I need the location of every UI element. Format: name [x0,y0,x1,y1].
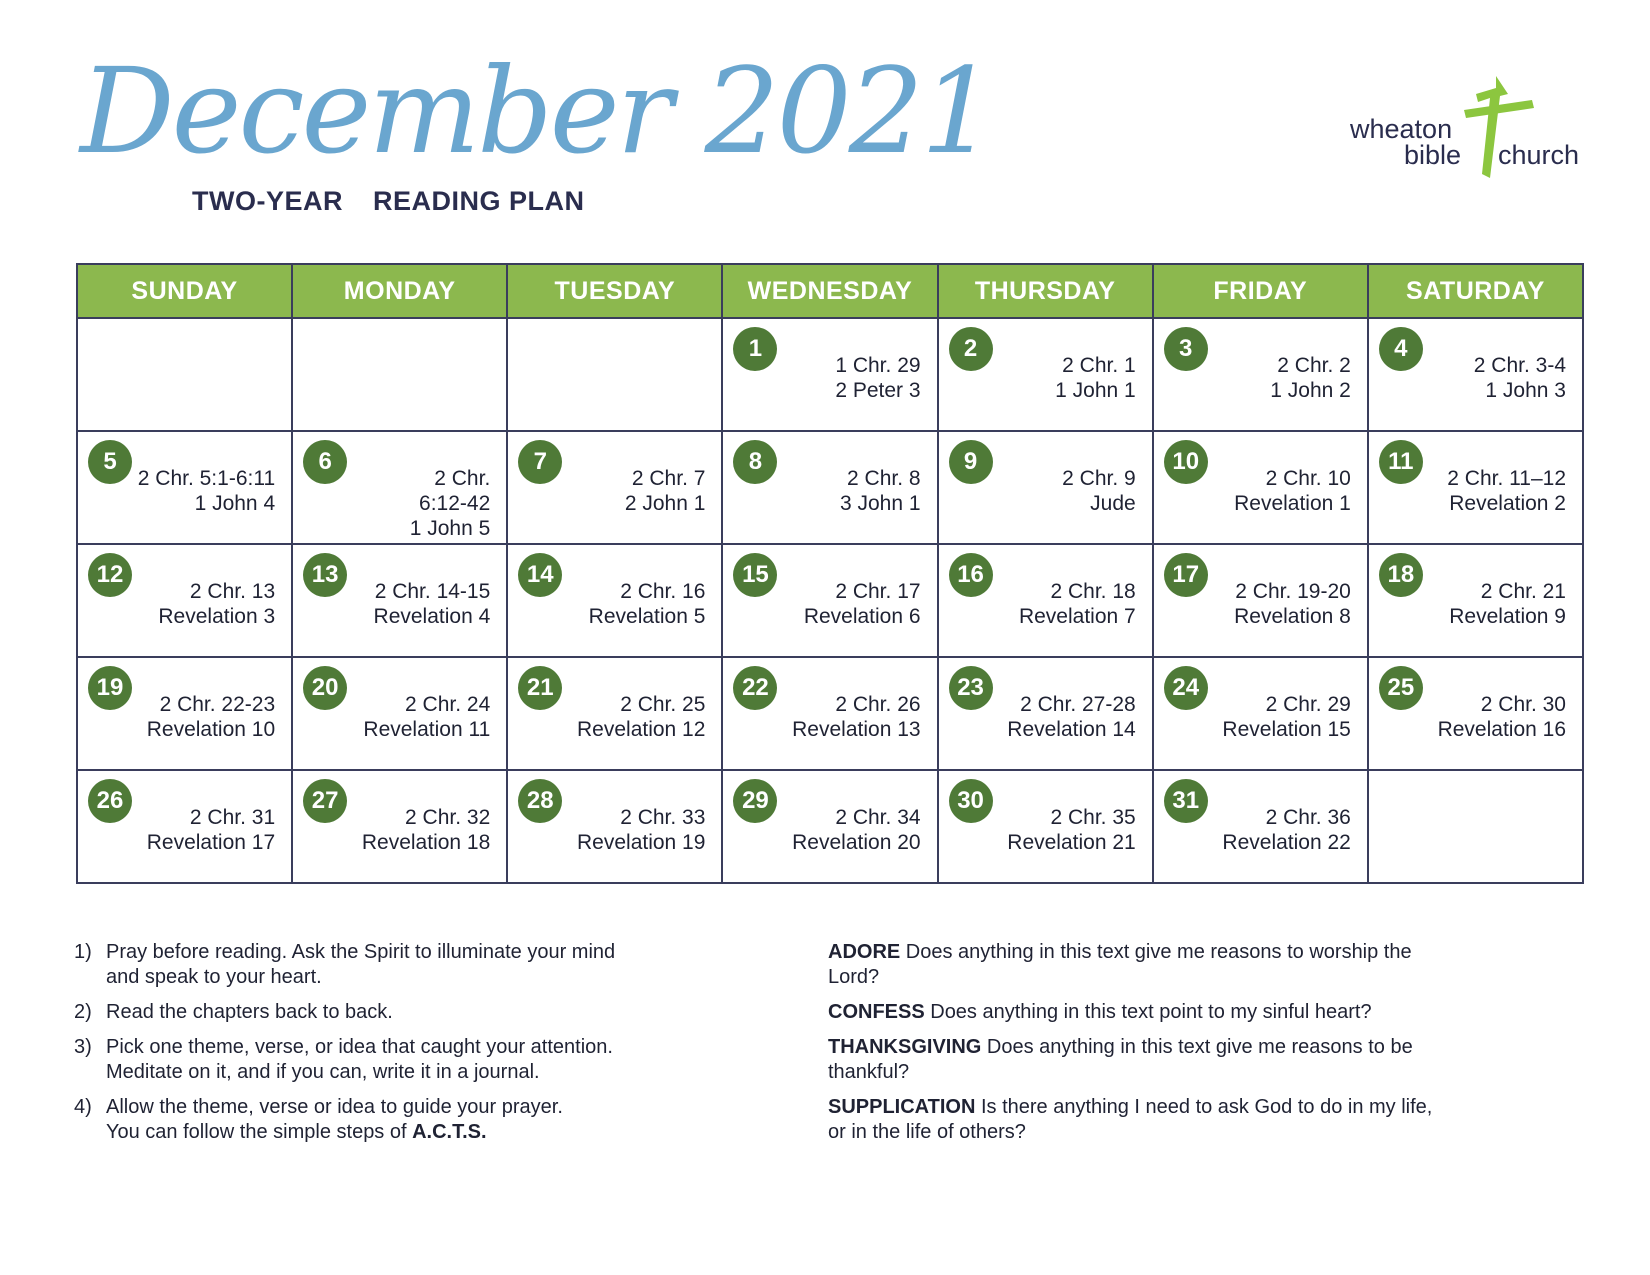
acts-term: CONFESS [828,1001,925,1023]
reading-line: Revelation 8 [1234,605,1351,628]
calendar-day-cell [722,431,937,544]
logo-word-wheaton: wheaton [1350,114,1453,144]
calendar-day-cell [77,770,292,883]
reading-calendar [76,263,1584,884]
calendar-day-cell [722,770,937,883]
calendar-week-row [77,318,1583,431]
acts-line [828,1060,1548,1085]
calendar-empty-cell [292,318,507,431]
logo-word-church: church [1498,140,1580,170]
day-reading [138,466,275,516]
reading-line: Revelation 19 [577,831,706,854]
instruction-line [106,1000,744,1025]
reading-instructions [74,940,744,1155]
day-reading [1222,805,1350,855]
instruction-number: 4) [74,1096,92,1118]
day-reading [625,466,706,516]
acts-question: or in the life of others? [828,1121,1026,1143]
day-reading [1234,579,1351,629]
reading-line: 2 Chr. [434,467,491,490]
reading-line: 6:12-42 [419,492,491,515]
reading-line: Revelation 17 [146,831,276,854]
day-reading [1449,579,1566,629]
church-logo [1350,74,1590,184]
day-header-friday: FRIDAY [1153,264,1368,318]
acts-prompt [828,1000,1548,1025]
day-number-badge: 30 [949,779,993,823]
day-reading [1438,692,1566,742]
day-header-wednesday: WEDNESDAY [722,264,937,318]
calendar-day-cell [1368,431,1583,544]
instruction-item [74,1095,744,1145]
day-reading [1007,805,1135,855]
calendar-day-cell [722,657,937,770]
reading-line: 1 John 2 [1270,379,1351,402]
weekday-header-row [77,264,1583,318]
day-reading [1062,466,1136,516]
day-number-badge: 12 [88,553,132,597]
calendar-day-cell [1153,770,1368,883]
instruction-text: Read the chapters back to back. [106,1001,393,1023]
reading-line: Revelation 13 [792,718,921,741]
instruction-line [106,940,744,965]
acts-question: Does anything in this text give me reasons to worship the [900,941,1412,963]
day-reading [1055,353,1136,403]
reading-line: Revelation 22 [1222,831,1351,854]
day-number-badge: 6 [303,440,347,484]
calendar-day-cell [938,318,1153,431]
logo-word-bible: bible [1404,140,1462,170]
acts-prompt [828,1035,1548,1085]
day-header-sunday: SUNDAY [77,264,292,318]
acts-line [828,1120,1548,1145]
calendar-day-cell [722,318,937,431]
day-number-badge: 21 [518,666,562,710]
reading-line: 2 John 1 [624,492,706,515]
calendar-day-cell [938,431,1153,544]
instruction-line [106,965,744,990]
calendar-day-cell [292,431,507,544]
instruction-text: Allow the theme, verse or idea to guide your prayer. [106,1096,563,1118]
reading-line: 2 Chr. 9 [1062,467,1136,490]
day-reading [362,805,490,855]
instruction-line [106,1095,744,1120]
day-number-badge: 19 [88,666,132,710]
calendar-day-cell [292,657,507,770]
day-reading [374,579,491,629]
calendar-day-cell [1368,318,1583,431]
day-number-badge: 10 [1164,440,1208,484]
acts-question: Lord? [828,966,880,988]
reading-line: 2 Peter 3 [835,379,921,402]
day-header-tuesday: TUESDAY [507,264,722,318]
reading-line: 2 Chr. 36 [1265,806,1351,829]
day-number-badge: 20 [303,666,347,710]
reading-line: 2 Chr. 8 [847,467,921,490]
acts-line [828,1000,1548,1025]
day-number-badge: 11 [1379,440,1423,484]
day-number-badge: 3 [1164,327,1208,371]
reading-line: Revelation 7 [1018,605,1136,628]
reading-line: Revelation 9 [1449,605,1566,628]
calendar-day-cell [938,544,1153,657]
calendar-empty-cell [77,318,292,431]
calendar-empty-cell [1368,770,1583,883]
calendar-day-cell [938,770,1153,883]
calendar-empty-cell [507,318,722,431]
instruction-number: 1) [74,941,92,963]
day-number-badge: 7 [518,440,562,484]
acts-line [828,1095,1548,1120]
reading-line: 2 Chr. 29 [1265,693,1351,716]
day-reading [1234,466,1351,516]
instruction-text: Pick one theme, verse, or idea that caught your attention. [106,1036,613,1058]
reading-line: 1 John 1 [1055,379,1136,402]
instruction-item [74,1000,744,1025]
reading-line: 2 Chr. 5:1-6:11 [137,467,276,490]
calendar-week-row [77,770,1583,883]
reading-line: 2 Chr. 19-20 [1235,580,1351,603]
calendar-day-cell [1368,657,1583,770]
reading-line: 2 Chr. 14-15 [374,580,491,603]
day-reading [1019,579,1136,629]
calendar-day-cell [507,544,722,657]
instruction-text: You can follow the simple steps of [106,1121,413,1143]
instruction-item [74,940,744,990]
day-reading [1447,466,1566,516]
instruction-number: 2) [74,1001,92,1023]
calendar-day-cell [1153,431,1368,544]
acts-prompts [828,940,1548,1155]
page-subtitle [192,186,585,217]
reading-line: 2 Chr. 30 [1480,693,1566,716]
reading-line: 2 Chr. 11–12 [1447,467,1566,490]
day-number-badge: 17 [1164,553,1208,597]
acts-question: thankful? [828,1061,910,1083]
day-reading [1474,353,1566,403]
day-number-badge: 28 [518,779,562,823]
day-number-badge: 31 [1164,779,1208,823]
day-reading [792,692,920,742]
reading-line: 2 Chr. 1 [1062,354,1136,377]
day-header-monday: MONDAY [292,264,507,318]
day-reading [792,805,920,855]
day-reading [1007,692,1135,742]
acts-question: Does anything in this text point to my sinful heart? [924,1001,1372,1023]
day-reading [835,353,920,403]
day-reading [147,805,275,855]
reading-line: 1 John 5 [409,517,491,540]
reading-line: 2 Chr. 25 [620,693,706,716]
day-number-badge: 13 [303,553,347,597]
reading-line: 2 Chr. 2 [1277,354,1351,377]
instruction-line [106,1120,744,1145]
acts-prompt [828,940,1548,990]
reading-line: 2 Chr. 32 [405,806,491,829]
calendar-week-row [77,431,1583,544]
calendar-day-cell [938,657,1153,770]
day-number-badge: 27 [303,779,347,823]
reading-line: 2 Chr. 17 [835,580,921,603]
page-title: December 2021 [80,42,993,180]
acts-prompt [828,1095,1548,1145]
reading-line: Revelation 18 [361,831,491,854]
instruction-line [106,1035,744,1060]
instruction-text: Pray before reading. Ask the Spirit to illuminate your mind [106,941,616,963]
acts-term: ADORE [828,941,901,963]
reading-line: Jude [1090,492,1136,515]
reading-line: 3 John 1 [839,492,921,515]
day-number-badge: 9 [949,440,993,484]
calendar-day-cell [77,657,292,770]
calendar-day-cell [722,544,937,657]
subtitle-left: TWO-YEAR [192,186,343,216]
calendar-day-cell [1368,544,1583,657]
calendar-day-cell [1153,657,1368,770]
reading-line: Revelation 14 [1007,718,1136,741]
reading-line: 2 Chr. 10 [1265,467,1351,490]
day-reading [1270,353,1351,403]
reading-line: Revelation 4 [373,605,491,628]
day-number-badge: 22 [733,666,777,710]
reading-line: Revelation 3 [158,605,276,628]
calendar-day-cell [292,770,507,883]
day-reading [147,692,275,742]
instruction-line [106,1060,744,1085]
calendar-day-cell [1153,544,1368,657]
calendar-week-row [77,544,1583,657]
calendar-day-cell [77,544,292,657]
calendar-day-cell [507,431,722,544]
day-reading [840,466,921,516]
instruction-item [74,1035,744,1085]
acts-line [828,965,1548,990]
reading-line: Revelation 10 [146,718,276,741]
calendar-week-row [77,657,1583,770]
acts-term: SUPPLICATION [828,1096,976,1118]
day-number-badge: 25 [1379,666,1423,710]
reading-line: 2 Chr. 18 [1050,580,1136,603]
calendar-day-cell [507,657,722,770]
day-number-badge: 18 [1379,553,1423,597]
reading-line: 1 John 3 [1485,379,1566,402]
reading-line: Revelation 11 [363,718,491,741]
acts-question: Is there anything I need to ask God to do in my life, [975,1096,1433,1118]
acts-acronym: A.C.T.S. [412,1121,487,1143]
reading-line: 2 Chr. 27-28 [1020,693,1136,716]
calendar-body [77,318,1583,883]
reading-line: Revelation 21 [1007,831,1136,854]
instruction-text: and speak to your heart. [106,966,322,988]
day-reading [1222,692,1350,742]
day-number-badge: 2 [949,327,993,371]
acts-line [828,940,1548,965]
day-number-badge: 23 [949,666,993,710]
day-number-badge: 26 [88,779,132,823]
reading-line: Revelation 15 [1222,718,1351,741]
acts-question: Does anything in this text give me reasons to be [981,1036,1413,1058]
day-number-badge: 24 [1164,666,1208,710]
day-number-badge: 4 [1379,327,1423,371]
calendar-day-cell [1153,318,1368,431]
day-number-badge: 15 [733,553,777,597]
subtitle-right: READING PLAN [372,186,585,216]
day-number-badge: 1 [733,327,777,371]
reading-line: 2 Chr. 33 [620,806,706,829]
reading-line: 2 Chr. 35 [1050,806,1136,829]
reading-line: 1 Chr. 29 [835,354,921,377]
instruction-text: Meditate on it, and if you can, write it in a journal. [106,1061,540,1083]
day-header-saturday: SATURDAY [1368,264,1583,318]
calendar-day-cell [507,770,722,883]
reading-line: Revelation 5 [588,605,706,628]
reading-line: 2 Chr. 16 [620,580,706,603]
day-header-thursday: THURSDAY [938,264,1153,318]
day-reading [577,692,705,742]
day-reading [577,805,705,855]
reading-line: Revelation 12 [577,718,706,741]
instruction-number: 3) [74,1036,92,1058]
reading-line: Revelation 2 [1449,492,1566,515]
reading-line: 2 Chr. 7 [631,467,706,490]
reading-line: Revelation 1 [1234,492,1351,515]
reading-line: 2 Chr. 31 [189,806,276,829]
acts-line [828,1035,1548,1060]
reading-line: 2 Chr. 22-23 [159,693,276,716]
day-reading [363,692,490,742]
day-reading [410,466,491,541]
day-number-badge: 8 [733,440,777,484]
reading-line: Revelation 16 [1437,718,1566,741]
day-number-badge: 14 [518,553,562,597]
reading-line: 2 Chr. 34 [835,806,921,829]
day-number-badge: 5 [88,440,132,484]
reading-line: 2 Chr. 13 [189,580,276,603]
reading-line: 2 Chr. 21 [1480,580,1566,603]
reading-line: 2 Chr. 24 [405,693,491,716]
calendar-day-cell [77,431,292,544]
acts-term: THANKSGIVING [828,1036,982,1058]
reading-line: 1 John 4 [194,492,276,515]
day-reading [804,579,921,629]
day-reading [158,579,275,629]
day-number-badge: 16 [949,553,993,597]
reading-line: Revelation 6 [803,605,921,628]
day-reading [589,579,706,629]
calendar-day-cell [292,544,507,657]
reading-line: 2 Chr. 3-4 [1473,354,1566,377]
reading-line: Revelation 20 [792,831,921,854]
reading-line: 2 Chr. 26 [835,693,921,716]
day-number-badge: 29 [733,779,777,823]
